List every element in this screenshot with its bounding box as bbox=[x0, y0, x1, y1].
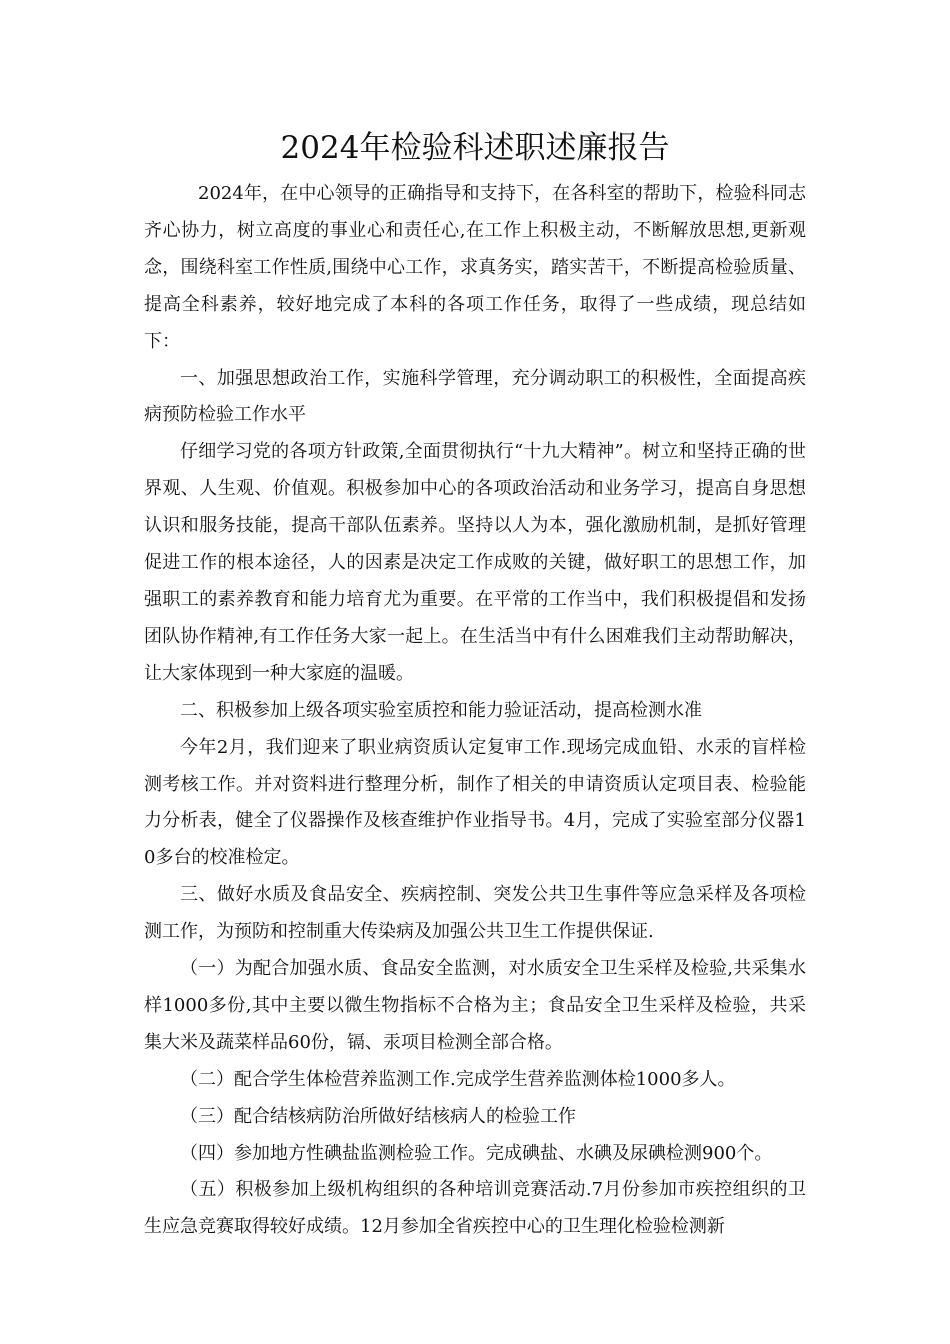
section-3-item-4: （四）参加地方性碘盐监测检验工作。完成碘盐、水碘及尿碘检测900个。 bbox=[180, 1142, 773, 1164]
section-3-item-1: （一）为配合加强水质、食品安全监测，对水质安全卫生采样及检验,共采集水样1000多份,其中主要以微生物指标不合格为主；食品安全卫生采样及检验，共采集大米及蔬菜样品60份，镉、汞项目检测全部合格。 bbox=[144, 958, 806, 1053]
section-2-paragraph: 今年2月，我们迎来了职业病资质认定复审工作.现场完成血铅、水汞的盲样检测考核工作。并对资料进行整理分析，制作了相关的申请资质认定项目表、检验能力分析表，健全了仪器操作及核查维护作业指导书。4月，完成了实验室部分仪器10多台的校准检定。 bbox=[144, 736, 806, 869]
section-heading-1: 一、加强思想政治工作，实施科学管理，充分调动职工的积极性，全面提高疾病预防检验工作水平 bbox=[144, 367, 806, 426]
document-body bbox=[144, 124, 806, 1246]
section-heading-2: 二、积极参加上级各项实验室质控和能力验证活动，提高检测水准 bbox=[180, 699, 702, 721]
section-heading-3: 三、做好水质及食品安全、疾病控制、突发公共卫生事件等应急采样及各项检测工作，为预防和控制重大传染病及加强公共卫生工作提供保证. bbox=[144, 884, 806, 943]
document-title: 2024年检验科述职述廉报告 bbox=[280, 130, 670, 166]
section-1-paragraph: 仔细学习党的各项方针政策,全面贯彻执行“十九大精神”。树立和坚持正确的世界观、人生观、价值观。积极参加中心的各项政治活动和业务学习，提高自身思想认识和服务技能，提高干部队伍素养。坚持以人为本，强化激励机制，是抓好管理促进工作的根本途径，人的因素是决定工作成败的关键，做好职工的思想工作，加强职工的素养教育和能力培育尤为重要。在平常的工作当中，我们积极提倡和发扬团队协作精神,有工作任务大家一起上。在生活当中有什么困难我们主动帮助解决，让大家体现到一种大家庭的温暖。 bbox=[144, 441, 806, 684]
section-3-item-2: （二）配合学生体检营养监测工作.完成学生营养监测体检1000多人。 bbox=[180, 1068, 736, 1090]
section-3-item-5: （五）积极参加上级机构组织的各种培训竞赛活动.7月份参加市疾控组织的卫生应急竞赛取得较好成绩。12月参加全省疾控中心的卫生理化检验检测新 bbox=[144, 1179, 806, 1238]
section-3-item-3: （三）配合结核病防治所做好结核病人的检验工作 bbox=[180, 1105, 576, 1127]
intro-paragraph: 2024年，在中心领导的正确指导和支持下，在各科室的帮助下，检验科同志齐心协力，树立高度的事业心和责任心,在工作上积极主动，不断解放思想,更新观念，围绕科室工作性质,围绕中心工作，求真务实，踏实苦干，不断提高检验质量、提高全科素养，较好地完成了本科的各项工作任务，取得了一些成绩，现总结如下： bbox=[144, 183, 806, 352]
